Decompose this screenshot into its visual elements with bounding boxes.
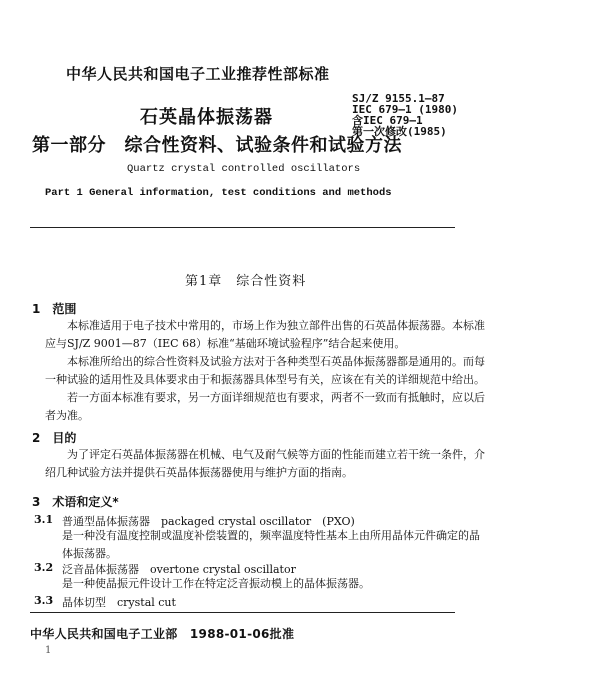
item-definition bbox=[62, 575, 370, 593]
part-title: 第一部分 综合性资料、试验条件和试验方法 bbox=[32, 135, 402, 156]
section-3-heading: 3 术语和定义* bbox=[32, 495, 119, 509]
item-term: 普通型晶体振荡器 packaged crystal oscillator (PXO) bbox=[62, 515, 355, 528]
english-part-title: Part 1 General information, test conditions and methods bbox=[45, 187, 392, 199]
body-line: 一种试验的适用性及具体要求由于和振荡器具体型号有关，应该在有关的详细规范中给出。 bbox=[45, 373, 485, 386]
standard-id: 含IEC 679—1 bbox=[352, 114, 423, 127]
item-term: 晶体切型 crystal cut bbox=[62, 596, 176, 609]
approval-footer: 中华人民共和国电子工业部 1988-01-06批准 bbox=[30, 627, 295, 641]
item-term: 泛音晶体振荡器 overtone crystal oscillator bbox=[62, 563, 296, 576]
item-number: 3.1 bbox=[34, 513, 54, 526]
body-line: 若一方面本标准有要求，另一方面详细规范也有要求，两者不一致而有抵触时，应以后 bbox=[45, 391, 485, 404]
english-title: Quartz crystal controlled oscillators bbox=[127, 163, 361, 175]
header-divider bbox=[30, 227, 455, 228]
body-line: 是一种没有温度控制或温度补偿装置的，频率温度特性基本上由所用晶体元件确定的晶 bbox=[62, 529, 480, 542]
body-line: 绍几种试验方法并提供石英晶体振荡器使用与维护方面的指南。 bbox=[45, 466, 353, 479]
body-line: 本标准适用于电子技术中常用的，市场上作为独立部件出售的石英晶体振荡器。本标准 bbox=[45, 319, 485, 332]
body-line: 体振荡器。 bbox=[62, 547, 117, 560]
standard-id: 第一次修改(1985) bbox=[352, 125, 447, 138]
body-line: 本标准所给出的综合性资料及试验方法对于各种类型石英晶体振荡器都是通用的。而每 bbox=[45, 355, 485, 368]
section-1-heading: 1 范围 bbox=[32, 302, 77, 316]
item-number: 3.3 bbox=[34, 594, 54, 607]
standard-id: IEC 679—1 (1980) bbox=[352, 103, 458, 116]
body-line: 者为准。 bbox=[45, 409, 89, 422]
chapter-heading: 第1章 综合性资料 bbox=[185, 274, 307, 289]
section-1-body bbox=[45, 317, 485, 425]
item-number: 3.2 bbox=[34, 561, 54, 574]
item-definition bbox=[62, 527, 480, 563]
body-line: 是一种使晶振元件设计工作在特定泛音振动模上的晶体振荡器。 bbox=[62, 577, 370, 590]
body-line: 应与SJ/Z 9001—87（IEC 68）标准“基础环境试验程序”结合起来使用。 bbox=[45, 337, 406, 350]
issuer-header: 中华人民共和国电子工业推荐性部标准 bbox=[66, 65, 330, 83]
section-2-body bbox=[45, 446, 485, 482]
page-number: 1 bbox=[45, 645, 52, 656]
section-2-heading: 2 目的 bbox=[32, 431, 77, 445]
document-title: 石英晶体振荡器 bbox=[140, 107, 273, 128]
body-line: 为了评定石英晶体振荡器在机械、电气及耐气候等方面的性能而建立若干统一条件，介 bbox=[45, 448, 485, 461]
standard-id-block bbox=[352, 93, 458, 137]
standard-id: SJ/Z 9155.1—87 bbox=[352, 92, 445, 105]
footer-divider bbox=[30, 612, 455, 613]
